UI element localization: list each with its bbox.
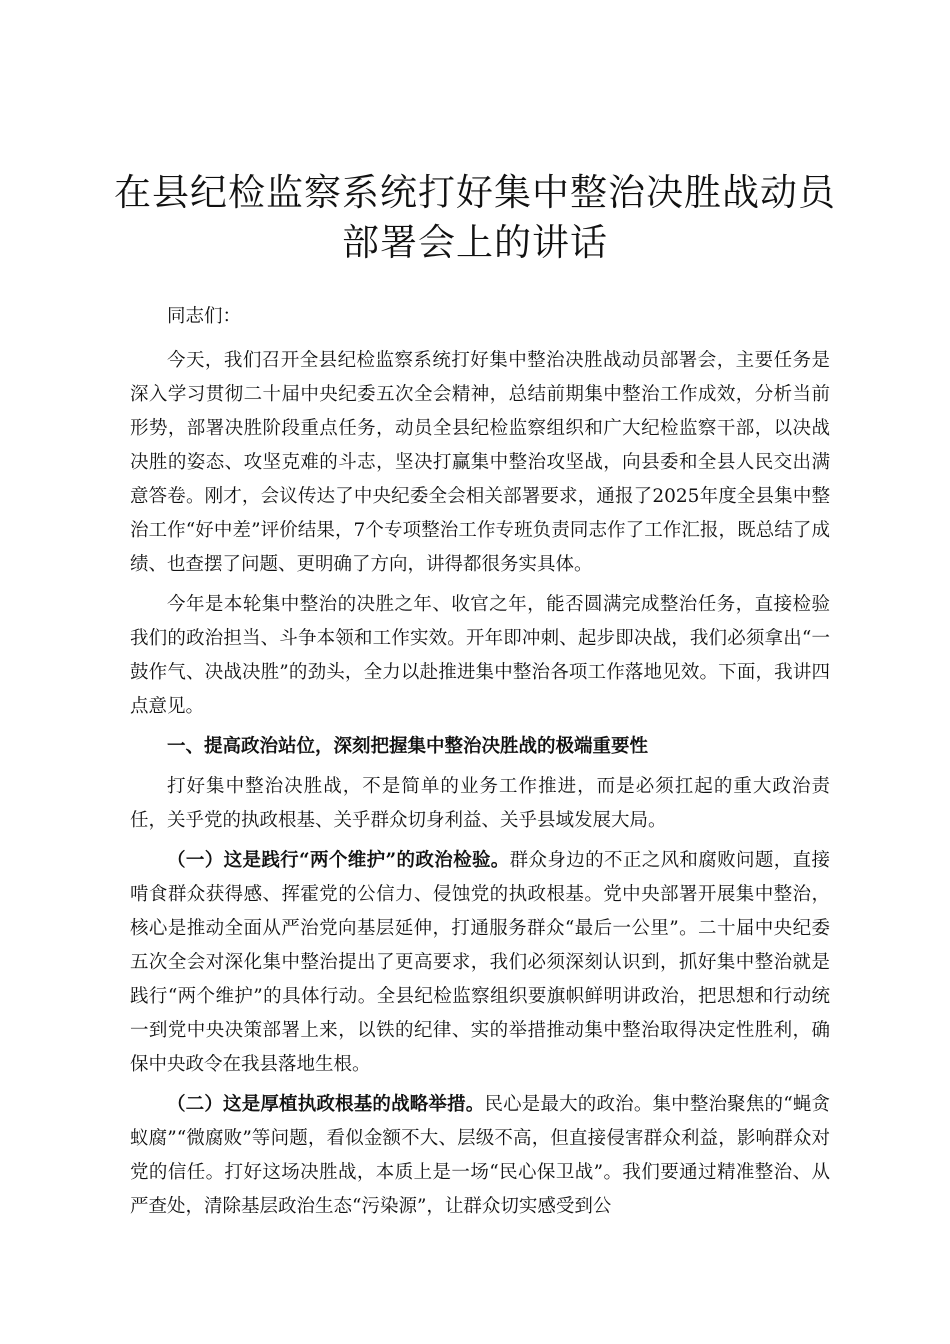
paragraph-point-1	[130, 844, 830, 1082]
paragraph-opening: 今天，我们召开全县纪检监察系统打好集中整治决胜战动员部署会，主要任务是深入学习贯彻二十届中央纪委五次全会精神，总结前期集中整治工作成效，分析当前形势，部署决胜阶段重点任务，动员全县纪检监察组织和广大纪检监察干部，以决战决胜的姿态、攻坚克难的斗志，坚决打赢集中整治攻坚战，向县委和全县人民交出满意答卷。刚才，会议传达了中央纪委全会相关部署要求，通报了2025年度全县集中整治工作“好中差”评价结果，7个专项整治工作专班负责同志作了工作汇报，既总结了成绩、也查摆了问题、更明确了方向，讲得都很务实具体。	[130, 350, 830, 575]
paragraph-context: 今年是本轮集中整治的决胜之年、收官之年，能否圆满完成整治任务，直接检验我们的政治担当、斗争本领和工作实效。开年即冲刺、起步即决战，我们必须拿出“一鼓作气、决战决胜”的劲头，全力以赴推进集中整治各项工作落地见效。下面，我讲四点意见。	[130, 594, 830, 717]
salutation: 同志们：	[167, 306, 242, 327]
section-heading-1: 一、提高政治站位，深刻把握集中整治决胜战的极端重要性	[167, 736, 649, 757]
point-1-body: 群众身边的不正之风和腐败问题，直接啃食群众获得感、挥霍党的公信力、侵蚀党的执政根基。党中央部署开展集中整治，核心是推动全面从严治党向基层延伸，打通服务群众“最后一公里”。二十届中央纪委五次全会对深化集中整治提出了更高要求，我们必须深刻认识到，抓好集中整治就是践行“两个维护”的具体行动。全县纪检监察组织要旗帜鲜明讲政治，把思想和行动统一到党中央决策部署上来，以铁的纪律、实的举措推动集中整治取得决定性胜利，确保中央政令在我县落地生根。	[130, 850, 830, 1075]
paragraph-point-2	[130, 1088, 830, 1224]
point-1-lead: （一）这是践行“两个维护”的政治检验。	[167, 850, 510, 871]
document-body	[130, 300, 830, 1230]
document-title: 在县纪检监察系统打好集中整治决胜战动员部署会上的讲话	[114, 171, 836, 264]
paragraph-section-1-intro: 打好集中整治决胜战，不是简单的业务工作推进，而是必须扛起的重大政治责任，关乎党的执政根基、关乎群众切身利益、关乎县域发展大局。	[130, 776, 830, 831]
point-2-lead: （二）这是厚植执政根基的战略举措。	[167, 1094, 485, 1115]
point-2-body: 民心是最大的政治。集中整治聚焦的“蝇贪蚁腐”“微腐败”等问题，看似金额不大、层级不高，但直接侵害群众利益，影响群众对党的信任。打好这场决胜战，本质上是一场“民心保卫战”。我们要通过精准整治、从严查处，清除基层政治生态“污染源”，让群众切实感受到公	[130, 1094, 830, 1217]
